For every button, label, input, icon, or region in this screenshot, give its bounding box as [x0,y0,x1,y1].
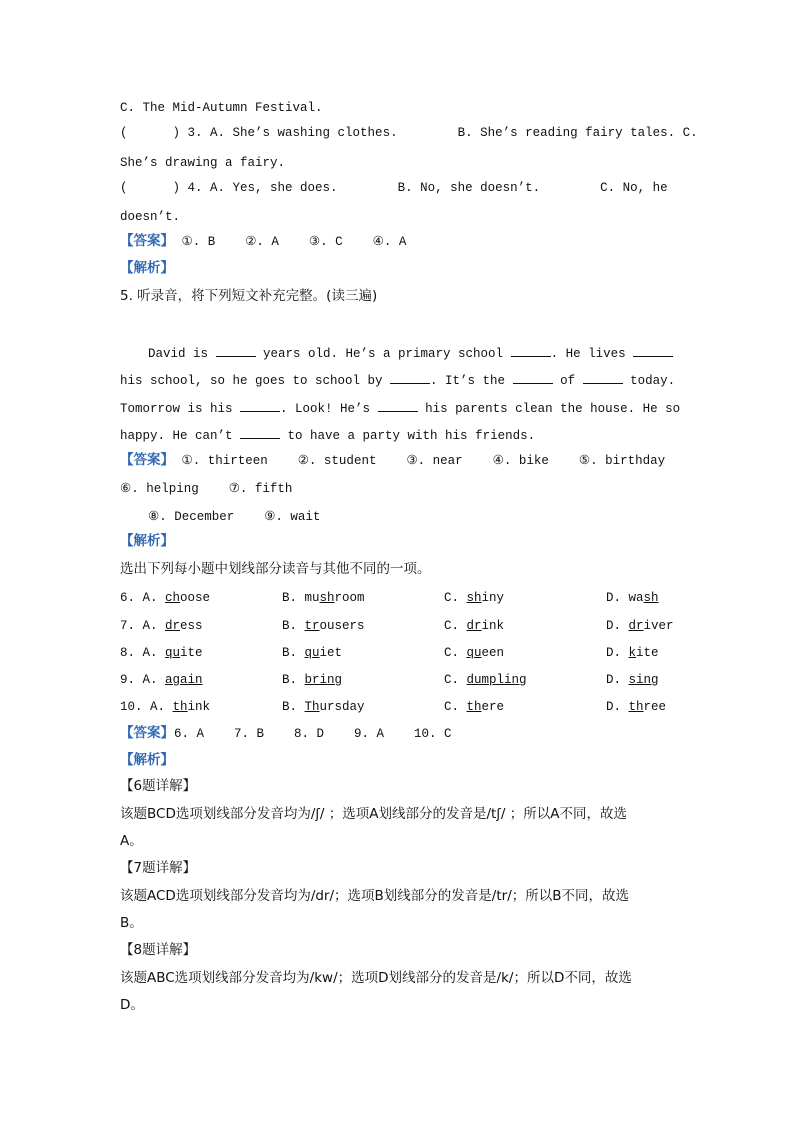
word-part: oose [180,591,211,605]
q4-continuation: doesn’t. [120,210,181,224]
analysis-tag: 【解析】 [120,260,174,276]
passage-text: his parents clean the house. He so [417,402,681,416]
question-number: 10. A. [120,700,166,714]
word-part: ursday [319,700,365,714]
phonics-instruction: 选出下列每小题中划线部分读音与其他不同的一项。 [120,561,431,577]
fill-blank[interactable] [240,427,280,439]
passage-text: Tomorrow is his [120,402,241,416]
option-label: B. [282,646,305,660]
word-part: wa [628,591,644,605]
option-label: D. [606,619,629,633]
passage-text: . It’s the [430,374,513,388]
phonics-option-a [120,699,210,715]
phonics-option-d [606,618,674,634]
phonics-option-b [282,672,342,688]
option-label: B. [282,700,305,714]
q3-paren: ( ) [120,126,181,140]
question-number: 8. A. [120,646,158,660]
underlined-part: sh [319,591,335,605]
underlined-part: dr [466,619,482,633]
q2-option-c: C. The Mid-Autumn Festival. [120,101,323,115]
underlined-part: sh [466,591,482,605]
phonics-option-b [282,645,342,661]
fill-blank[interactable] [513,372,553,384]
word-part: ousers [319,619,365,633]
detail-7-line-1: 该题ACD选项划线部分发音均为/dr/；选项B划线部分的发音是/tr/；所以B不同，故选 [120,888,629,904]
answer-tag: 【答案】 [120,233,174,249]
word-part: ere [481,700,505,714]
phonics-option-c [444,590,504,606]
q5-answer-line-3: ⑧. December ⑨. wait [148,510,321,524]
q3-text: 3. A. She’s washing clothes. B. She’s reading fairy tales. C. [187,126,698,140]
passage-text: David is [148,347,216,361]
passage-text: his school, so he goes to school by [120,374,391,388]
q5-passage-line-3 [120,400,680,417]
underlined-part: dr [628,619,644,633]
option-label: D. [606,700,629,714]
underlined-part: sing [628,673,659,687]
phonics-option-d [606,590,659,606]
q5-heading: 5. 听录音，将下列短文补充完整。(读三遍) [120,288,378,304]
word-part: ess [180,619,203,633]
detail-6-line-2: A。 [120,833,143,849]
fill-blank[interactable] [240,400,280,412]
word-part: iver [643,619,674,633]
underlined-part: dumpling [466,673,527,687]
underlined-part: dr [165,619,181,633]
word-part: ree [643,700,667,714]
detail-7-line-2: B。 [120,915,143,931]
fill-blank[interactable] [511,345,551,357]
detail-8-title: 【8题详解】 [120,942,197,958]
option-label: D. [606,673,629,687]
underlined-part: qu [304,646,320,660]
phonics-option-a [120,618,203,634]
q5-passage-line-4 [120,427,535,444]
option-label: D. [606,646,629,660]
question-number: 6. A. [120,591,158,605]
answer-tag: 【答案】 [120,725,174,741]
underlined-part: tr [304,619,320,633]
passage-text: . He lives [550,347,634,361]
fill-blank[interactable] [583,372,623,384]
phonics-option-c [444,672,527,688]
question-number: 7. A. [120,619,158,633]
word-part: ink [187,700,211,714]
word-part: iny [481,591,505,605]
option-label: B. [282,673,305,687]
option-label: B. [282,619,305,633]
underlined-part: th [172,700,188,714]
phonics-answer-text: 6. A 7. B 8. D 9. A 10. C [174,727,452,741]
underlined-part: again [165,673,203,687]
underlined-part: Th [304,700,320,714]
phonics-option-a [120,645,203,661]
option-label: C. [444,619,467,633]
analysis-tag: 【解析】 [120,533,174,549]
underlined-part: sh [643,591,659,605]
fill-blank[interactable] [216,345,256,357]
word-part: ink [481,619,505,633]
prev-answer-line [120,233,406,250]
passage-text: years old. He’s a primary school [255,347,511,361]
option-label: B. [282,591,305,605]
q5-answer-line [120,452,665,469]
word-part: ite [180,646,203,660]
option-label: C. [444,700,467,714]
option-label: C. [444,591,467,605]
q4-paren: ( ) [120,181,181,195]
phonics-option-d [606,645,659,661]
detail-6-title: 【6题详解】 [120,778,197,794]
passage-text: . Look! He’s [280,402,378,416]
detail-6-line-1: 该题BCD选项划线部分发音均为/ʃ/ ；选项A划线部分的发音是/tʃ/ ；所以A不同，故选 [120,806,627,822]
word-part: een [481,646,505,660]
word-part: room [334,591,365,605]
q5-answer-text: ①. thirteen ②. student ③. near ④. bike ⑤. birthday [174,454,666,468]
word-part: ite [636,646,659,660]
phonics-option-a [120,590,210,606]
underlined-part: ch [165,591,181,605]
passage-text: to have a party with his friends. [280,429,536,443]
word-part: iet [319,646,343,660]
detail-7-title: 【7题详解】 [120,860,197,876]
underlined-part: k [628,646,637,660]
q5-answer-line-2: ⑥. helping ⑦. fifth [120,482,293,496]
fill-blank[interactable] [378,400,418,412]
option-label: C. [444,673,467,687]
underlined-part: th [628,700,644,714]
passage-text: happy. He can’t [120,429,241,443]
phonics-option-b [282,590,365,606]
fill-blank[interactable] [390,372,430,384]
q5-passage-line-1 [148,345,673,362]
q4-line [120,180,668,196]
prev-answer-text: ①. B ②. A ③. C ④. A [174,235,407,249]
phonics-option-d [606,672,659,688]
underlined-part: qu [466,646,482,660]
underlined-part: th [466,700,482,714]
option-label: D. [606,591,629,605]
q3-line [120,125,698,141]
phonics-option-c [444,618,504,634]
underlined-part: bring [304,673,343,687]
phonics-option-c [444,645,504,661]
answer-tag: 【答案】 [120,452,174,468]
passage-text: today. [622,374,676,388]
q3-continuation: She’s drawing a fairy. [120,156,286,170]
phonics-option-b [282,699,365,715]
phonics-option-c [444,699,504,715]
phonics-answer-line [120,725,452,742]
phonics-option-a [120,672,203,688]
passage-text: of [552,374,583,388]
option-label: C. [444,646,467,660]
detail-8-line-2: D。 [120,997,144,1013]
phonics-option-d [606,699,666,715]
detail-8-line-1: 该题ABC选项划线部分发音均为/kw/；选项D划线部分的发音是/k/；所以D不同，故选 [120,970,632,986]
question-number: 9. A. [120,673,158,687]
word-part: mu [304,591,320,605]
analysis-tag: 【解析】 [120,752,174,768]
fill-blank[interactable] [633,345,673,357]
underlined-part: qu [165,646,181,660]
phonics-option-b [282,618,365,634]
q5-passage-line-2 [120,372,675,389]
q4-text: 4. A. Yes, she does. B. No, she doesn’t. C. No, he [187,181,668,195]
